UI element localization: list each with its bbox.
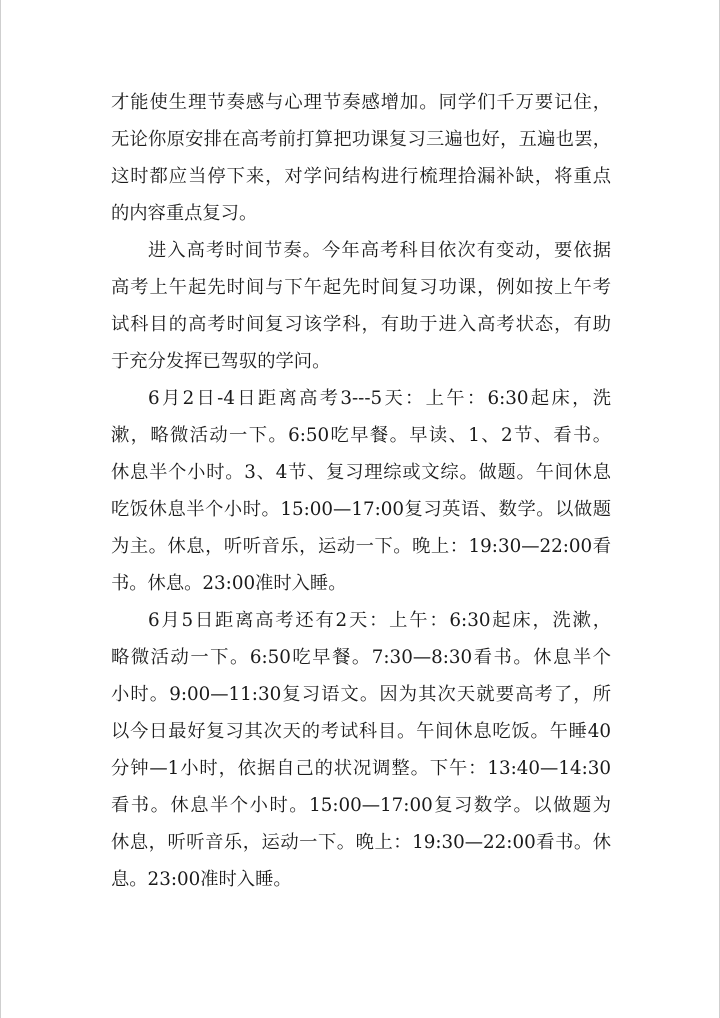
text-line: 小时。9:00—11:30复习语文。因为其次天就要高考了，所 bbox=[111, 684, 611, 705]
text-line: 6月2日-4日距离高考3---5天：上午：6:30起床，洗 bbox=[148, 388, 611, 409]
text-line: 于充分发挥已驾驭的学问。 bbox=[111, 351, 331, 372]
text-line: 无论你原安排在高考前打算把功课复习三遍也好，五遍也罢， bbox=[111, 129, 611, 150]
text-line: 以今日最好复习其次天的考试科目。午间休息吃饭。午睡40 bbox=[111, 721, 611, 742]
text-line: 休息，听听音乐，运动一下。晚上：19:30—22:00看书。休 bbox=[111, 832, 611, 853]
text-line: 休息半个小时。3、4节、复习理综或文综。做题。午间休息 bbox=[111, 462, 611, 483]
paragraph-2 bbox=[111, 232, 611, 380]
text-line: 这时都应当停下来，对学问结构进行梳理拾漏补缺，将重点 bbox=[111, 166, 611, 187]
paragraph-3 bbox=[111, 380, 611, 602]
page-edge-left bbox=[0, 0, 1, 1018]
text-line: 高考上午起先时间与下午起先时间复习功课，例如按上午考 bbox=[111, 277, 611, 298]
text-line: 为主。休息，听听音乐，运动一下。晚上：19:30—22:00看 bbox=[111, 536, 611, 557]
paragraph-4 bbox=[111, 602, 611, 898]
text-line: 书。休息。23:00准时入睡。 bbox=[111, 573, 347, 594]
paragraph-1 bbox=[111, 84, 611, 232]
text-line: 漱，略微活动一下。6:50吃早餐。早读、1、2节、看书。 bbox=[111, 425, 611, 446]
text-line: 吃饭休息半个小时。15:00—17:00复习英语、数学。以做题 bbox=[111, 499, 611, 520]
document-body bbox=[111, 84, 611, 898]
text-line: 试科目的高考时间复习该学科，有助于进入高考状态，有助 bbox=[111, 314, 611, 335]
text-line: 进入高考时间节奏。今年高考科目依次有变动，要依据 bbox=[148, 240, 611, 261]
text-line: 分钟—1小时，依据自己的状况调整。下午：13:40—14:30 bbox=[111, 758, 611, 779]
text-line: 看书。休息半个小时。15:00—17:00复习数学。以做题为 bbox=[111, 795, 611, 816]
text-line: 才能使生理节奏感与心理节奏感增加。同学们千万要记住， bbox=[111, 92, 611, 113]
text-line: 息。23:00准时入睡。 bbox=[111, 869, 292, 890]
text-line: 的内容重点复习。 bbox=[111, 203, 258, 224]
text-line: 略微活动一下。6:50吃早餐。7:30—8:30看书。休息半个 bbox=[111, 647, 611, 668]
text-line: 6月5日距离高考还有2天：上午：6:30起床，洗漱， bbox=[148, 610, 611, 631]
